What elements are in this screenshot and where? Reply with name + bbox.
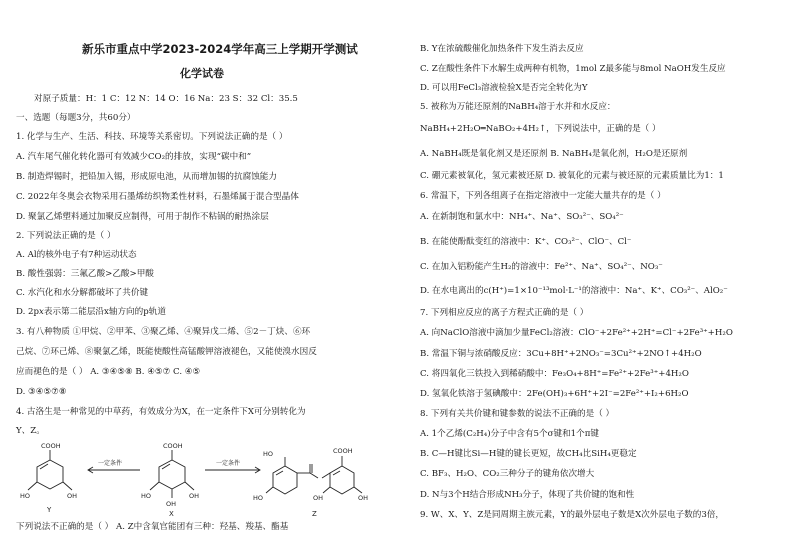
x-oh-bottom-label: OH — [166, 500, 177, 508]
right-column — [400, 0, 794, 560]
question-9: 9. W、X、Y、Z是同周期主族元素，Y的最外层电子数是X次外层电子数的3倍， — [420, 510, 725, 520]
q5-options-cd: C. 硼元素被氧化，氢元素被还原 D. 被氧化的元素与被还原的元素质量比为1：1 — [420, 171, 724, 181]
question-3-cont: 己烷、⑦环己烯、⑧聚氯乙烯，既能使酸性高锰酸钾溶液褪色，又能使溴水因反 — [16, 347, 317, 357]
q2-option-a: A. Al的核外电子有7种运动状态 — [16, 250, 137, 260]
question-2: 2. 下列说法正确的是（ ） — [16, 231, 116, 241]
z-oh-mid-label: OH — [313, 494, 324, 502]
y-label: Y — [47, 506, 52, 514]
q1-option-b: B. 制造焊锡时，把铅加入锡，形成原电池，从而增加锡的抗腐蚀能力 — [16, 172, 277, 182]
q4-option-c: C. Z在酸性条件下水解生成两种有机物，1mol Z最多能与8mol NaOH发生反应 — [420, 64, 726, 74]
compound-z-structure — [253, 447, 368, 518]
q4-option-d: D. 可以用FeCl₃溶液检验X是否完全转化为Y — [420, 83, 588, 93]
question-1: 1. 化学与生产、生活、科技、环境等关系密切。下列说法正确的是（ ） — [16, 132, 288, 142]
arrow-x-to-z — [205, 459, 260, 473]
question-4-cont: Y、Z。 — [16, 426, 45, 436]
x-label: X — [169, 510, 174, 518]
compound-y-structure — [20, 442, 77, 514]
compound-x-structure — [141, 442, 199, 518]
q7-option-c: C. 将四氧化三铁投入到稀硝酸中：Fe₃O₄+8H⁺=Fe²⁺+2Fe³⁺+4H₂O — [420, 369, 689, 379]
paper-title: 新乐市重点中学2023-2024学年高三上学期开学测试 — [82, 42, 358, 56]
q7-option-b: B. 常温下铜与浓硝酸反应：3Cu+8H⁺+2NO₃⁻=3Cu²⁺+2NO↑+4H₂O — [420, 349, 702, 359]
q3-options: 应而褪色的是（ ） A. ③④⑤⑧ B. ④⑤⑦ C. ④⑤ — [16, 367, 201, 377]
question-6: 6. 常温下，下列各组离子在指定溶液中一定能大量共存的是（ ） — [420, 191, 666, 201]
q6-option-d: D. 在水电离出的c(H⁺)=1×10⁻¹³mol·L⁻¹的溶液中：Na⁺、K⁺、CO₃²⁻、AlO₂⁻ — [420, 286, 728, 296]
q3-option-d: D. ③④⑤⑦⑧ — [16, 387, 67, 397]
question-4: 4. 古洛生是一种常见的中草药，有效成分为X，在一定条件下X可分别转化为 — [16, 407, 306, 417]
question-8: 8. 下列有关共价键和键参数的说法不正确的是（ ） — [420, 409, 615, 419]
q2-option-c: C. 水汽化和水分解都破坏了共价键 — [16, 288, 149, 298]
q8-option-b: B. C—H键比Si—H键的键长更短，故CH₄比SiH₄更稳定 — [420, 449, 637, 459]
q2-option-d: D. 2p𝑥表示第二能层沿x轴方向的p轨道 — [16, 307, 166, 317]
section-heading: 一、选题（每题3分，共60分） — [16, 113, 136, 123]
q8-option-d: D. N与3个H结合形成NH₃分子，体现了共价键的饱和性 — [420, 490, 635, 500]
q8-option-a: A. 1个乙烯(C₂H₄)分子中含有5个σ键和1个π键 — [420, 429, 599, 439]
q7-option-a: A. 向NaClO溶液中滴加少量FeCl₂溶液：ClO⁻+2Fe²⁺+2H⁺=Cl⁻+2Fe³⁺+H₂O — [420, 328, 733, 338]
question-5: 5. 被称为万能还原剂的NaBH₄溶于水并和水反应： — [420, 102, 616, 112]
reaction-scheme — [20, 438, 390, 520]
q7-option-d: D. 氢氧化铁溶于氢碘酸中：2Fe(OH)₃+6H⁺+2I⁻=2Fe²⁺+I₂+6H₂O — [420, 389, 689, 399]
q4-option-b: B. Y在浓硫酸催化加热条件下发生消去反应 — [420, 44, 584, 54]
x-oh-label: OH — [189, 492, 200, 500]
arrow-label-2: 一定条件 — [216, 460, 241, 467]
arrow-x-to-y — [88, 459, 140, 473]
atomic-mass-line: 对原子质量：H：1 C：12 N：14 O：16 Na：23 S：32 Cl：35.5 — [34, 94, 298, 104]
x-ho-label: HO — [141, 492, 152, 500]
paper-subtitle: 化学试卷 — [180, 67, 224, 80]
q4-option-a: 下列说法不正确的是（ ） A. Z中含氧官能团有三种：羟基、羧基、酯基 — [16, 522, 289, 532]
q6-option-c: C. 在加入铝粉能产生H₂的溶液中：Fe²⁺、Na⁺、SO₄²⁻、NO₃⁻ — [420, 262, 663, 272]
y-oh-label: OH — [67, 492, 78, 500]
question-5-equation: NaBH₄+2H₂O═NaBO₂+4H₂↑，下列说法中，正确的是（ ） — [420, 124, 661, 134]
question-7: 7. 下列相应反应的离子方程式正确的是（ ） — [420, 308, 589, 318]
z-ho-top-label: HO — [263, 450, 274, 458]
q1-option-d: D. 聚氯乙烯塑料通过加聚反应制得，可用于制作不粘锅的耐热涂层 — [16, 212, 269, 222]
q6-option-a: A. 在新制饱和氯水中：NH₄⁺、Na⁺、SO₃²⁻、SO₄²⁻ — [420, 212, 624, 222]
y-cooh-label: COOH — [41, 442, 61, 450]
arrow-label-1: 一定条件 — [98, 460, 123, 467]
x-cooh-label: COOH — [163, 442, 183, 450]
z-oh-label: OH — [358, 494, 369, 502]
z-cooh-label: COOH — [333, 447, 353, 455]
q6-option-b: B. 在能使酚酞变红的溶液中：K⁺、CO₃²⁻、ClO⁻、Cl⁻ — [420, 237, 632, 247]
y-ho-label: HO — [20, 492, 31, 500]
q1-option-c: C. 2022年冬奥会衣物采用石墨烯纺织物柔性材料，石墨烯属于混合型晶体 — [16, 192, 299, 202]
q1-option-a: A. 汽车尾气催化转化器可有效减少CO₂的排放，实现“碳中和” — [16, 152, 252, 162]
q2-option-b: B. 酸性强弱：三氟乙酸>乙酸>甲酸 — [16, 269, 154, 279]
z-ho-label: HO — [253, 494, 264, 502]
question-3: 3. 有八种物质 ①甲烷、②甲苯、③聚乙烯、④聚异戊二烯、⑤2－丁炔、⑥环 — [16, 327, 311, 337]
z-label: Z — [312, 510, 317, 518]
q8-option-c: C. BF₃、H₂O、CO₂三种分子的键角依次增大 — [420, 469, 595, 479]
q5-options-ab: A. NaBH₄既是氧化剂又是还原剂 B. NaBH₄是氧化剂，H₂O是还原剂 — [420, 149, 688, 159]
